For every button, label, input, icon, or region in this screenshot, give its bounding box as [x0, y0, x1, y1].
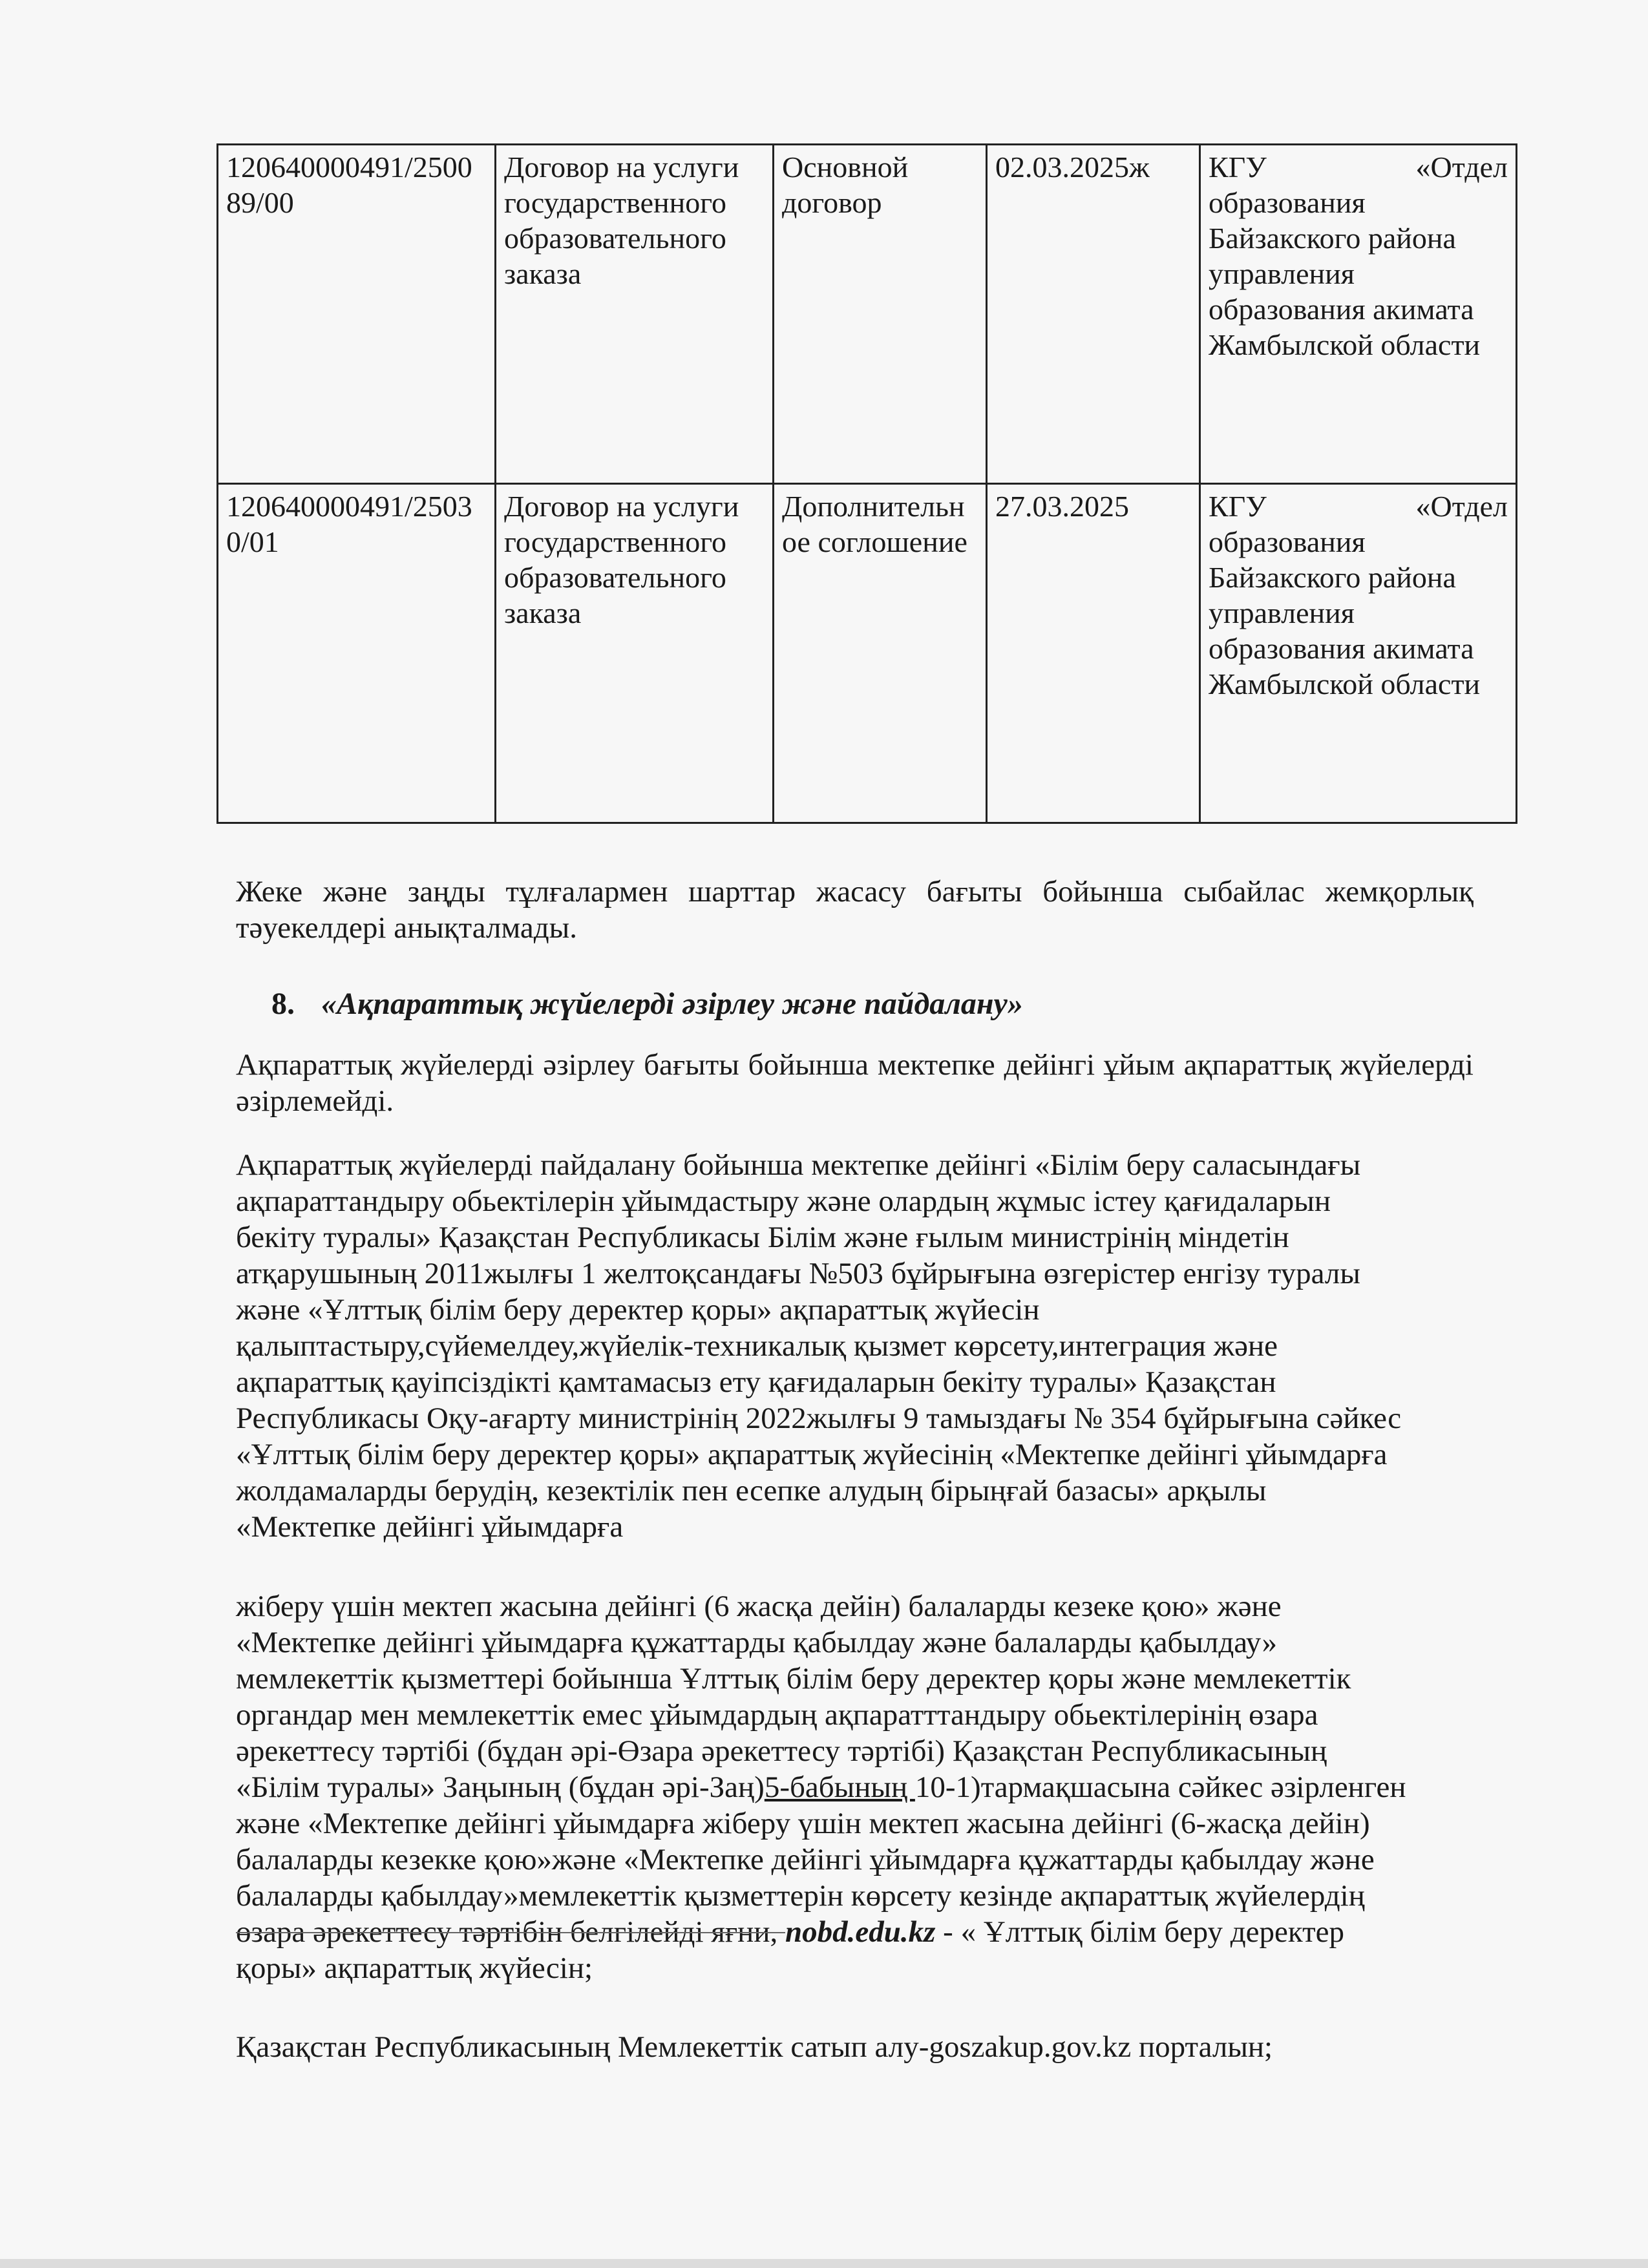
law-text-before: «Білім туралы» Заңының (бұдан әрі-Заң): [236, 1770, 765, 1804]
scan-bottom-edge: [0, 2259, 1648, 2268]
section-title: «Ақпараттық жүйелерді әзірлеу және пайдалану»: [321, 987, 1023, 1021]
text-line: «Мектепке дейінгі ұйымдарға құжаттарды қабылдау және балаларды қабылдау»: [236, 1626, 1277, 1659]
text-line: Ақпараттық жүйелерді пайдалану бойынша мектепке дейінгі «Білім беру саласындағы: [236, 1148, 1361, 1182]
contract-type-cell: Дополнительное соглошение: [774, 484, 987, 823]
text-line: атқарушының 2011жылғы 1 желтоқсандағы №503 бұйрығына өзгерістер енгізу туралы: [236, 1257, 1360, 1290]
org-prefix: КГУ: [1209, 490, 1267, 523]
text-line: «Мектепке дейінгі ұйымдарға: [236, 1510, 624, 1544]
section-number: 8.: [271, 987, 295, 1021]
contract-org-cell: [1200, 484, 1517, 823]
org-rest: образования Байзакского района управления образования акимата Жамбылской области: [1209, 525, 1481, 700]
text-line: қоры» ақпараттық жүйесін;: [236, 1951, 593, 1985]
org-dept: «Отдел: [1415, 151, 1508, 184]
development-paragraph: Ақпараттық жүйелерді әзірлеу бағыты бойынша мектепке дейінгі ұйым ақпараттық жүйелерді әзірлемейді.: [236, 1048, 1474, 1118]
text-line: әрекеттесу тәртібі (бұдан әрі-Өзара әрекеттесу тәртібі) Қазақстан Республикасының: [236, 1734, 1327, 1768]
usage-paragraph: [236, 1147, 1474, 1545]
contract-name-cell: Договор на услуги государственного образовательного заказа: [496, 484, 774, 823]
contracts-table: [217, 143, 1517, 824]
law-line: [236, 1769, 1474, 1805]
text-line: Республикасы Оқу-ағарту министрінің 2022жылғы 9 тамыздағы № 354 бұйрығына сәйкес: [236, 1402, 1402, 1435]
text-line: қалыптастыру,сүйемелдеу,жүйелік-техникалық қызмет көрсету,интеграция және: [236, 1329, 1278, 1363]
contract-name-cell: Договор на услуги государственного образовательного заказа: [496, 145, 774, 484]
nobd-site-link[interactable]: nobd.edu.kz: [785, 1915, 936, 1949]
org-first-line: [1209, 488, 1508, 524]
org-prefix: КГУ: [1209, 151, 1267, 184]
org-rest: образования Байзакского района управления образования акимата Жамбылской области: [1209, 186, 1481, 361]
text-line: ақпараттық қауіпсіздікті қамтамасыз ету қағидаларын бекіту туралы» Қазақстан: [236, 1365, 1276, 1399]
text-line: органдар мен мемлекеттік емес ұйымдардың ақпаратттандыру обьектілерінің өзара: [236, 1698, 1318, 1732]
section-heading: [271, 985, 1023, 1023]
contract-date-cell: 27.03.2025: [987, 484, 1200, 823]
nobd-text-after: - « Ұлттық білім беру деректер: [935, 1915, 1344, 1949]
nobd-text-before: өзара әрекеттесу тәртібін белгілейді яғни,: [236, 1915, 785, 1949]
text-line: жіберу үшін мектеп жасына дейінгі (6 жасқа дейін) балаларды кезеке қою» және: [236, 1590, 1282, 1623]
law-article-underlined: 5-бабының: [764, 1770, 915, 1804]
text-line: және «Мектепке дейінгі ұйымдарға жіберу үшін мектеп жасына дейінгі (6-жасқа дейін): [236, 1807, 1370, 1840]
table-row: [218, 145, 1517, 484]
text-line: балаларды қабылдау»мемлекеттік қызметтерін көрсету кезінде ақпараттық жүйелердің: [236, 1879, 1365, 1913]
nobd-line: [236, 1914, 1474, 1950]
risks-paragraph: Жеке және заңды тұлғалармен шарттар жасасу бағыты бойынша сыбайлас жемқорлық тәуекелдері анықталмады.: [236, 875, 1474, 945]
goszakup-paragraph: Қазақстан Республикасының Мемлекеттік сатып алу-goszakup.gov.kz порталын;: [236, 2030, 1273, 2064]
text-line: бекіту туралы» Қазақстан Республикасы Білім және ғылым министрінің міндетін: [236, 1221, 1289, 1254]
text-line: мемлекеттік қызметтері бойынша Ұлттық білім беру деректер қоры және мемлекеттік: [236, 1662, 1351, 1696]
text-line: және «Ұлттық білім беру деректер қоры» ақпараттық жүйесін: [236, 1293, 1040, 1327]
org-first-line: [1209, 149, 1508, 185]
text-line: балаларды кезекке қою»және «Мектепке дейінгі ұйымдарға құжаттарды қабылдау және: [236, 1843, 1375, 1876]
text-line: «Ұлттық білім беру деректер қоры» ақпараттық жүйесінің «Мектепке дейінгі ұйымдарға: [236, 1438, 1388, 1471]
text-line: жолдамаларды берудің, кезектілік пен есепке алудың бірыңғай базасы» арқылы: [236, 1474, 1267, 1507]
contract-org-cell: [1200, 145, 1517, 484]
org-dept: «Отдел: [1415, 490, 1508, 523]
table-row: [218, 484, 1517, 823]
law-text-after: 10-1)тармақшасына сәйкес әзірленген: [914, 1770, 1406, 1804]
contract-date-cell: 02.03.2025ж: [987, 145, 1200, 484]
services-paragraph: [236, 1588, 1474, 1986]
contract-number-cell: 120640000491/25030/01: [218, 484, 496, 823]
contract-type-cell: Основной договор: [774, 145, 987, 484]
text-line: ақпараттандыру обьектілерін ұйымдастыру және олардың жұмыс істеу қағидаларын: [236, 1184, 1331, 1218]
contract-number-cell: 120640000491/250089/00: [218, 145, 496, 484]
